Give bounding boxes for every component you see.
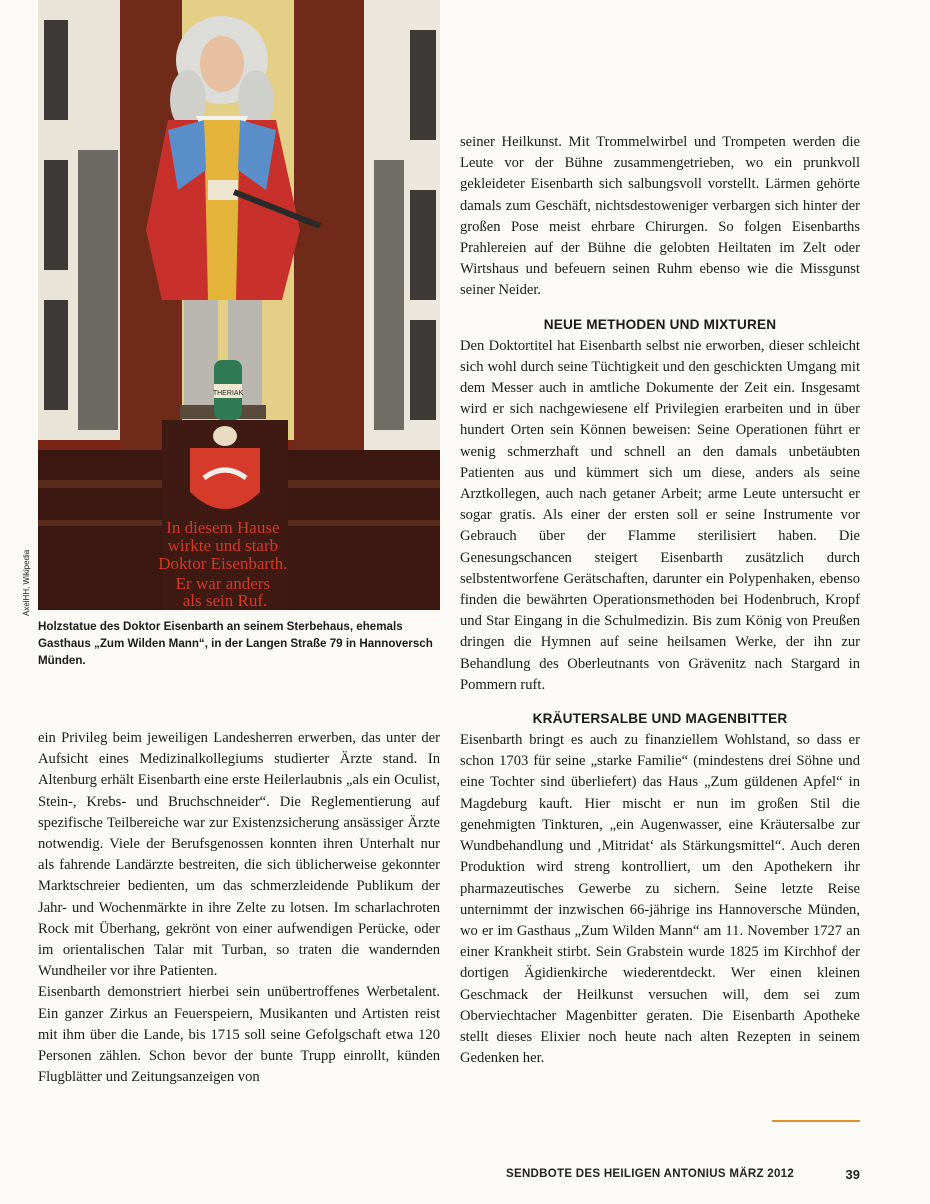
- sign-line-5: als sein Ruf.: [182, 591, 268, 610]
- sign-line-3: Doktor Eisenbarth.: [158, 554, 288, 573]
- sign-line-4: Er war anders: [175, 574, 271, 593]
- body-paragraph: ein Privileg beim jeweiligen Landesherren erwerben, das unter der Aufsicht eines Medizinalkollegiums studierter Ärzte stand. In Altenburg erhält Eisenbarth eine erste Heilerlaubnis „als ein Oculist, Stein-, Krebs- und Bruchschneider“. Die Reglementierung auf spezifische Teilbereiche war zur Existenzsicherung ansässiger Ärzte notwendig. Viele der Berufsgenossen konnten ihren Unterhalt nur als fahrende Landärzte bestreiten, die sich üblicherweise gekonnter Marktschreier bedienten, um das schmerzleidende Publikum der Jahr- und Wochenmärkte in ihre Zelte zu lotsen. Im scharlachroten Rock mit Überhang, gekrönt von einer aufwendigen Perücke, oder im orientalischen Talar mit Turban, so traten die wandernden Wundheiler vor ihre Patienten.: [38, 730, 440, 980]
- body-paragraph: Eisenbarth demonstriert hierbei sein unübertroffenes Werbetalent. Ein ganzer Zirkus an Feuerspeiern, Musikanten und Artisten reist mit ihm über die Lande, bis 1715 soll seine Gefolgschaft etwa 120 Personen zählen. Schon bevor der bunte Trupp einrollt, künden Flugblätter und Zeitungsanzeigen von: [38, 984, 440, 1086]
- statue-illustration: [38, 0, 440, 610]
- sign-line-2: wirkte und starb: [167, 536, 279, 555]
- photo-credit: AxelHH, Wikipedia: [22, 549, 31, 616]
- bottle-label: THERIAK: [212, 390, 244, 397]
- body-paragraph: seiner Heilkunst. Mit Trommelwirbel und Trompeten werden die Leute vor der Bühne zusammengetrieben, wo ein prunkvoll gekleideter Eisenbarth sich salbungsvoll vorstellt. Lärmen gehörte damals zum Geschäft, nichtsdestoweniger verbargen sich hinter der großen Pose meist ehrbare Chirurgen. So folgen Eisenbarths Prahlereien auf der Bühne die gelobten Heiltaten im Zelt oder Wirtshaus und befeuern seinen Ruhm ebenso wie die Missgunst seiner Neider.: [460, 134, 860, 299]
- body-paragraph: Eisenbarth bringt es auch zu finanziellem Wohlstand, so dass er schon 1703 für seine „starke Familie“ (mindestens drei Söhne und eine Tochter sind überliefert) das Haus „Zum güldenen Apfel“ in Magdeburg kauft. Hier mischt er nun im großen Stil die genehmigten Tinkturen, „ein Augenwasser, eine Kräutersalbe zur Wundbehandlung und ‚Mitridat‘ als Stärkungsmittel“. Auch deren Produktion wird streng kontrolliert, um den Apothekern ihr pharmazeutisches Gewerbe zu sichern. Seine letzte Reise unternimmt der inzwischen 66-jährige ins Hannoversche Münden, wo er im Gasthaus „Zum Wilden Mann“ am 11. November 1727 an einer Krankheit stirbt. Sein Grabstein wurde 1825 im Kirchhof der dortigen Ägidienkirche wiederentdeckt. Wer einen kleinen Geschmack der Heilkunst versuchen will, dem sei zum Oberviechtacher Magenbitter geraten. Die Eisenbarth Apotheke stellt dieses Elixier noch heute nach alten Rezepten in seinem Gedenken her.: [460, 732, 860, 1067]
- end-rule: [772, 1120, 860, 1122]
- photo-caption: Holzstatue des Doktor Eisenbarth an seinem Sterbehaus, ehemals Gasthaus „Zum Wilden Mann“, in der Langen Straße 79 in Hannoversch Münden.: [38, 620, 433, 667]
- body-paragraph: Den Doktortitel hat Eisenbarth selbst nie erworben, dieser schleicht sich wohl durch seine Tüchtigkeit und den geschickten Umgang mit dem Messer auch in amtliche Dokumente der Zeit ein. Insgesamt wird er sich nachgewiesene elf Privilegien erarbeiten und in über hundert Orten sein Können beweisen: Seine Operationen führt er wenig schmerzhaft und schnell an den damals unbetäubten Patienten aus und kümmert sich um diese, anders als seine Arztkollegen, auch nach getaner Arbeit; arme Leute untersucht er sogar gratis. Als einer der ersten soll er seine Instrumente vor Gebrauch über der Flamme sterilisiert haben. Die Genesungschancen steigert Eisenbarth zusätzlich durch selbstentworfene Gerätschaften, darunter ein Polypenhaken, ebenso finden die bewährten Operationsmethoden bei Hodenbruch, Kropf und Star Eingang in die Schulmedizin. Bis zum König von Preußen dringen die Hymnen auf seine heilsamen Werke, der ihn zur Behandlung des Oberleutnants von Grävenitz nach Stargard in Pommern ruft.: [460, 337, 860, 693]
- section-heading: KRÄUTERSALBE UND MAGENBITTER: [532, 711, 788, 727]
- statue-photo: [38, 0, 440, 610]
- page-footer: [506, 1168, 860, 1180]
- right-column: [460, 132, 860, 1069]
- magazine-name: SENDBOTE DES HEILIGEN ANTONIUS MÄRZ 2012: [506, 1168, 795, 1180]
- page-number: 39: [845, 1167, 860, 1182]
- section-heading: NEUE METHODEN UND MIXTUREN: [543, 316, 777, 332]
- sign-line-1: In diesem Hause: [166, 518, 280, 537]
- left-column: [38, 728, 440, 1088]
